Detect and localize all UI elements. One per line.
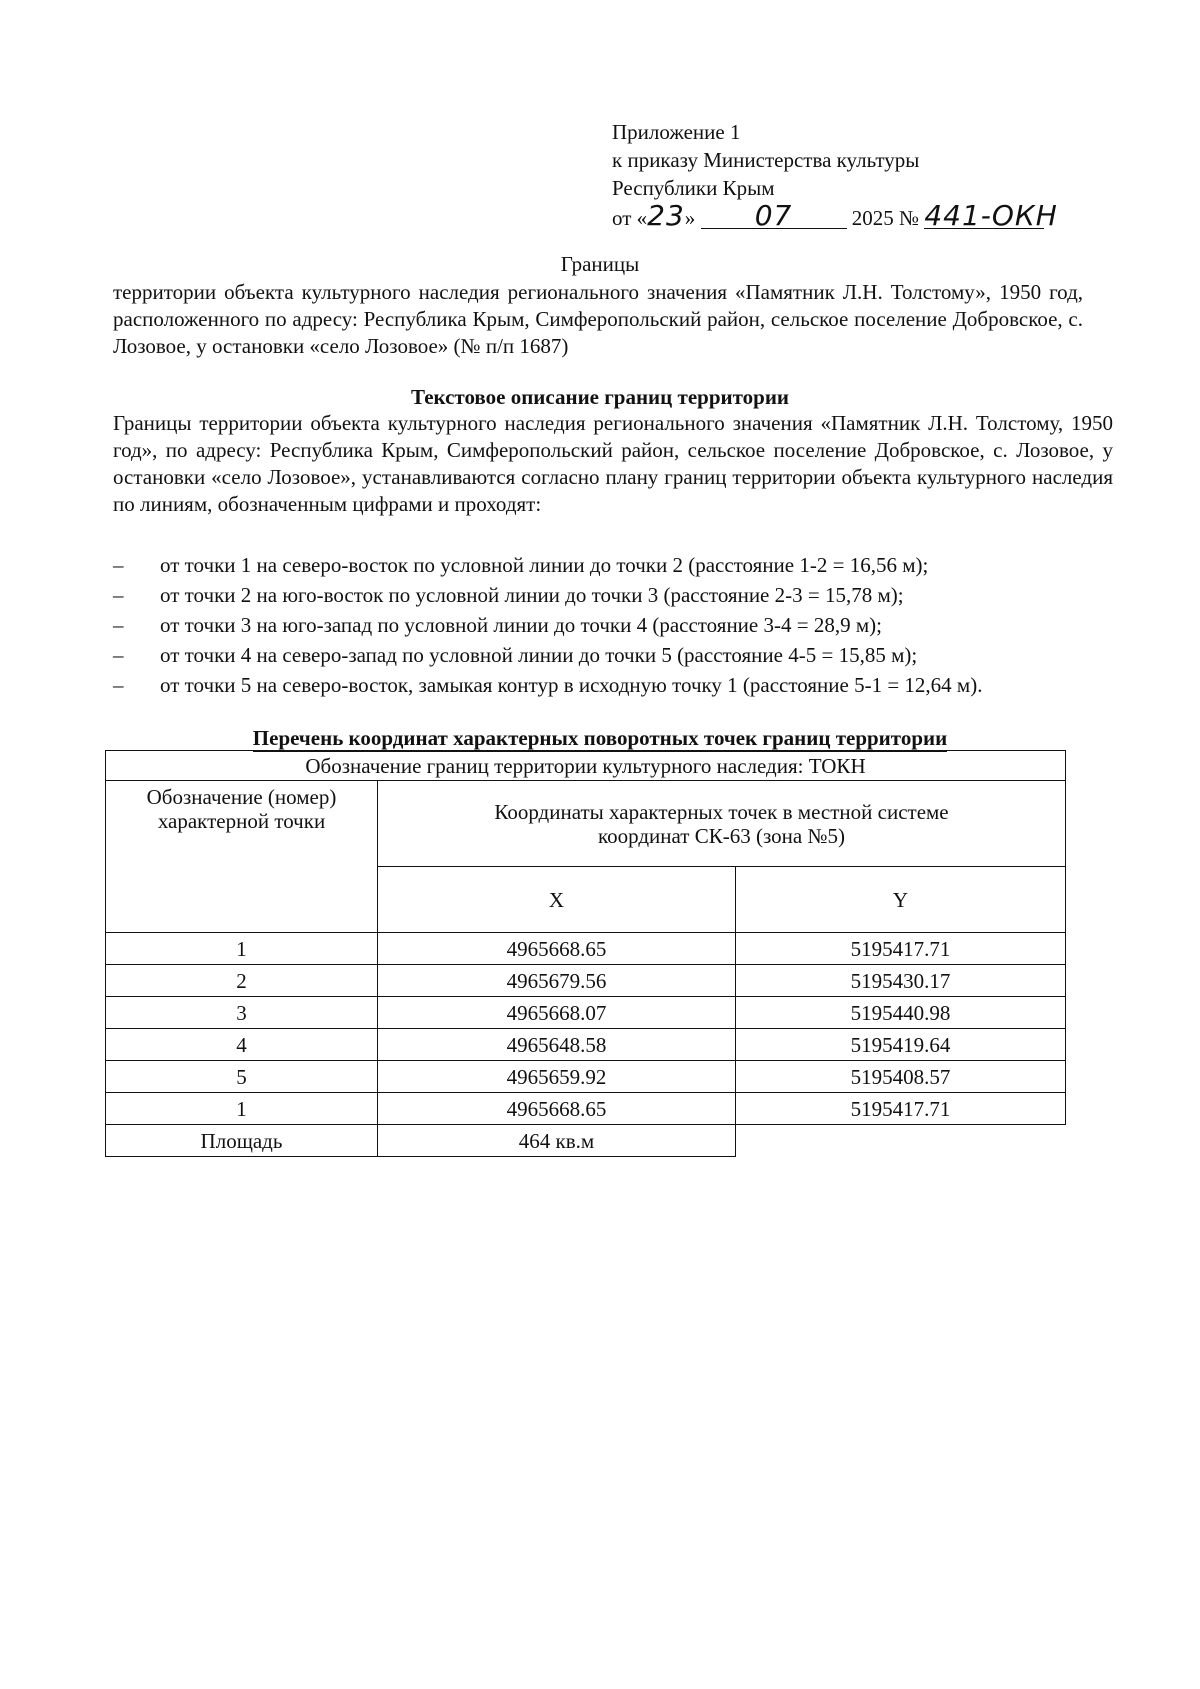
list-item [113,640,982,670]
table-row [106,1029,1066,1061]
table-area-row [106,1125,1066,1157]
list-dash: – [113,553,124,577]
point-header-text: Обозначение (номер) характерной точки [146,785,337,833]
table-caption-text: Перечень координат характерных поворотных точек границ территории [252,726,948,750]
description-paragraph: Границы территории объекта культурного наследия регионального значения «Памятник Л.Н. Толстому, 1950 год», по адресу: Республика Крым, Симферопольский район, сельское поселение Добровское, с. Лозовое, у остановки «село Лозовое», устанавливаются согласно плану границ территории объекта культурного наследия по линиям, обозначенным цифрами и проходят: [113,411,1113,516]
date-prefix: от « [612,206,648,230]
list-item [113,550,982,580]
intro-paragraph: территории объекта культурного наследия регионального значения «Памятник Л.Н. Толстому», 1950 год, расположенного по адресу: Республика Крым, Симферопольский район, сельское поселение Добровское, с. Лозовое, у остановки «село Лозовое» (№ п/п 1687) [113,280,1083,358]
order-date-line [612,199,1058,232]
table-caption [0,724,1200,752]
list-dash: – [113,613,124,637]
date-year: 2025 № [851,206,920,230]
point-cell: 4 [106,1029,378,1061]
table-designation-row [106,751,1066,781]
area-value-cell: 464 кв.м [378,1125,736,1157]
appendix-header [612,118,1058,232]
list-item-text: от точки 5 на северо-восток, замыкая контур в исходную точку 1 (расстояние 5-1 = 12,64 м). [160,673,983,697]
point-cell: 1 [106,933,378,965]
list-item [113,610,982,640]
x-cell: 4965659.92 [378,1061,736,1093]
list-item [113,670,982,700]
table-row [106,933,1066,965]
point-cell: 2 [106,965,378,997]
table-row [106,965,1066,997]
area-label-cell: Площадь [106,1125,378,1157]
list-item [113,580,982,610]
designation-cell: Обозначение границ территории культурного наследия: ТОКН [106,751,1066,781]
order-number-handwritten: 441-ОКН [924,199,1058,232]
x-cell: 4965668.65 [378,1093,736,1125]
y-cell: 5195419.64 [736,1029,1066,1061]
document-title: Границы [560,252,640,276]
y-cell: 5195408.57 [736,1061,1066,1093]
y-cell: 5195417.71 [736,933,1066,965]
coordinates-table [105,750,1066,1157]
list-dash: – [113,643,124,667]
ministry-region: Республики Крым [612,176,775,200]
x-cell: 4965648.58 [378,1029,736,1061]
coords-header-cell [378,781,1066,867]
y-cell: 5195430.17 [736,965,1066,997]
x-cell: 4965668.07 [378,997,736,1029]
list-item-text: от точки 1 на северо-восток по условной линии до точки 2 (расстояние 1-2 = 16,56 м); [160,553,929,577]
x-cell: 4965679.56 [378,965,736,997]
y-header-cell: Y [736,867,1066,933]
table-row [106,997,1066,1029]
point-header-cell [106,781,378,933]
table-row [106,1061,1066,1093]
date-mid: » [684,206,696,230]
y-cell: 5195440.98 [736,997,1066,1029]
table-row [106,1093,1066,1125]
x-header-cell: X [378,867,736,933]
order-reference: к приказу Министерства культуры [612,148,920,172]
table-header-row [106,781,1066,867]
y-cell: 5195417.71 [736,1093,1066,1125]
x-cell: 4965668.65 [378,933,736,965]
point-cell: 5 [106,1061,378,1093]
list-item-text: от точки 3 на юго-запад по условной линии до точки 4 (расстояние 3-4 = 28,9 м); [160,613,882,637]
list-dash: – [113,583,124,607]
point-cell: 3 [106,997,378,1029]
list-item-text: от точки 2 на юго-восток по условной линии до точки 3 (расстояние 2-3 = 15,78 м); [160,583,904,607]
list-dash: – [113,673,124,697]
point-cell: 1 [106,1093,378,1125]
date-month-handwritten: 07 [701,204,847,229]
boundary-lines-list [113,550,982,700]
coords-header-text: Координаты характерных точек в местной системе координат СК-63 (зона №5) [494,799,949,848]
section-title: Текстовое описание границ территории [410,385,790,409]
appendix-label: Приложение 1 [612,120,741,144]
empty-cell [736,1125,1066,1157]
list-item-text: от точки 4 на северо-запад по условной линии до точки 5 (расстояние 4-5 = 15,85 м); [160,643,918,667]
date-day-handwritten: 23 [647,199,685,232]
